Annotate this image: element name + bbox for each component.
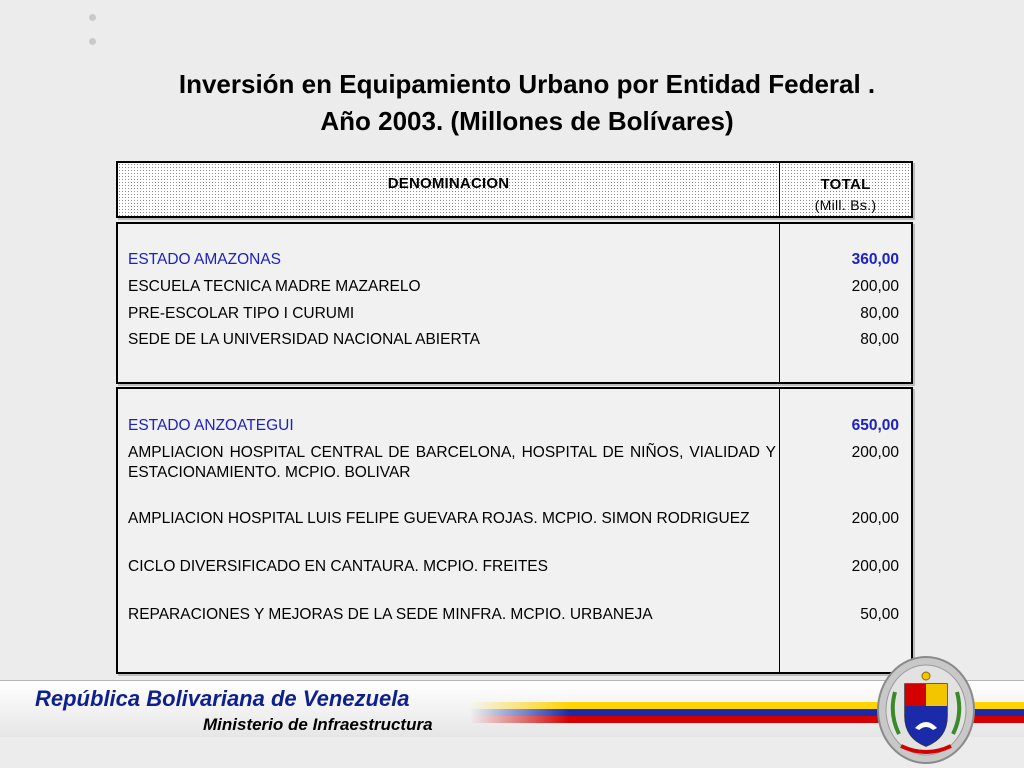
item-name: AMPLIACION HOSPITAL LUIS FELIPE GUEVARA ROJAS. MCPIO. SIMON RODRIGUEZ: [128, 510, 750, 527]
item-name: ESCUELA TECNICA MADRE MAZARELO: [128, 278, 421, 295]
footer-subtitle: Ministerio de Infraestructura: [203, 715, 433, 734]
table-header: [116, 161, 913, 218]
item-name: SEDE DE LA UNIVERSIDAD NACIONAL ABIERTA: [128, 331, 481, 348]
coat-of-arms-icon: [875, 654, 977, 766]
bullet-dot-icon: [89, 14, 96, 21]
state-total: 650,00: [851, 417, 899, 434]
item-name: REPARACIONES Y MEJORAS DE LA SEDE MINFRA. MCPIO. URBANEJA: [128, 606, 653, 623]
column-header-total: [780, 175, 911, 215]
item-name: PRE-ESCOLAR TIPO I CURUMI: [128, 305, 355, 322]
column-header-total-label: TOTAL: [820, 176, 871, 193]
item-value: 200,00: [851, 444, 899, 461]
item-value: 80,00: [860, 305, 899, 322]
item-value: 200,00: [851, 558, 899, 575]
page-title-line-1: Inversión en Equipamiento Urbano por Entidad Federal .: [178, 69, 876, 99]
page-title: [0, 66, 1024, 140]
bullet-dot-icon: [89, 38, 96, 45]
column-header-unit: (Mill. Bs.): [814, 197, 877, 213]
item-value: 200,00: [851, 510, 899, 527]
state-name: ESTADO ANZOATEGUI: [128, 417, 294, 434]
column-divider: [779, 224, 780, 382]
item-name: AMPLIACION HOSPITAL CENTRAL DE BARCELONA, HOSPITAL DE NIÑOS, VIALIDAD Y ESTACIONAMIENTO. MCPIO. BOLIVAR: [128, 444, 776, 481]
footer-title: República Bolivariana de Venezuela: [35, 686, 410, 711]
section-anzoategui: [116, 387, 913, 674]
item-value: 50,00: [860, 606, 899, 623]
column-divider: [779, 389, 780, 672]
state-name: ESTADO AMAZONAS: [128, 251, 282, 268]
item-value: 200,00: [851, 278, 899, 295]
state-total: 360,00: [851, 251, 899, 268]
item-value: 80,00: [860, 331, 899, 348]
section-amazonas: [116, 222, 913, 384]
page-title-line-2: Año 2003. (Millones de Bolívares): [320, 106, 734, 136]
item-name: CICLO DIVERSIFICADO EN CANTAURA. MCPIO. FREITES: [128, 558, 548, 575]
column-header-denominacion: DENOMINACION: [387, 175, 510, 192]
